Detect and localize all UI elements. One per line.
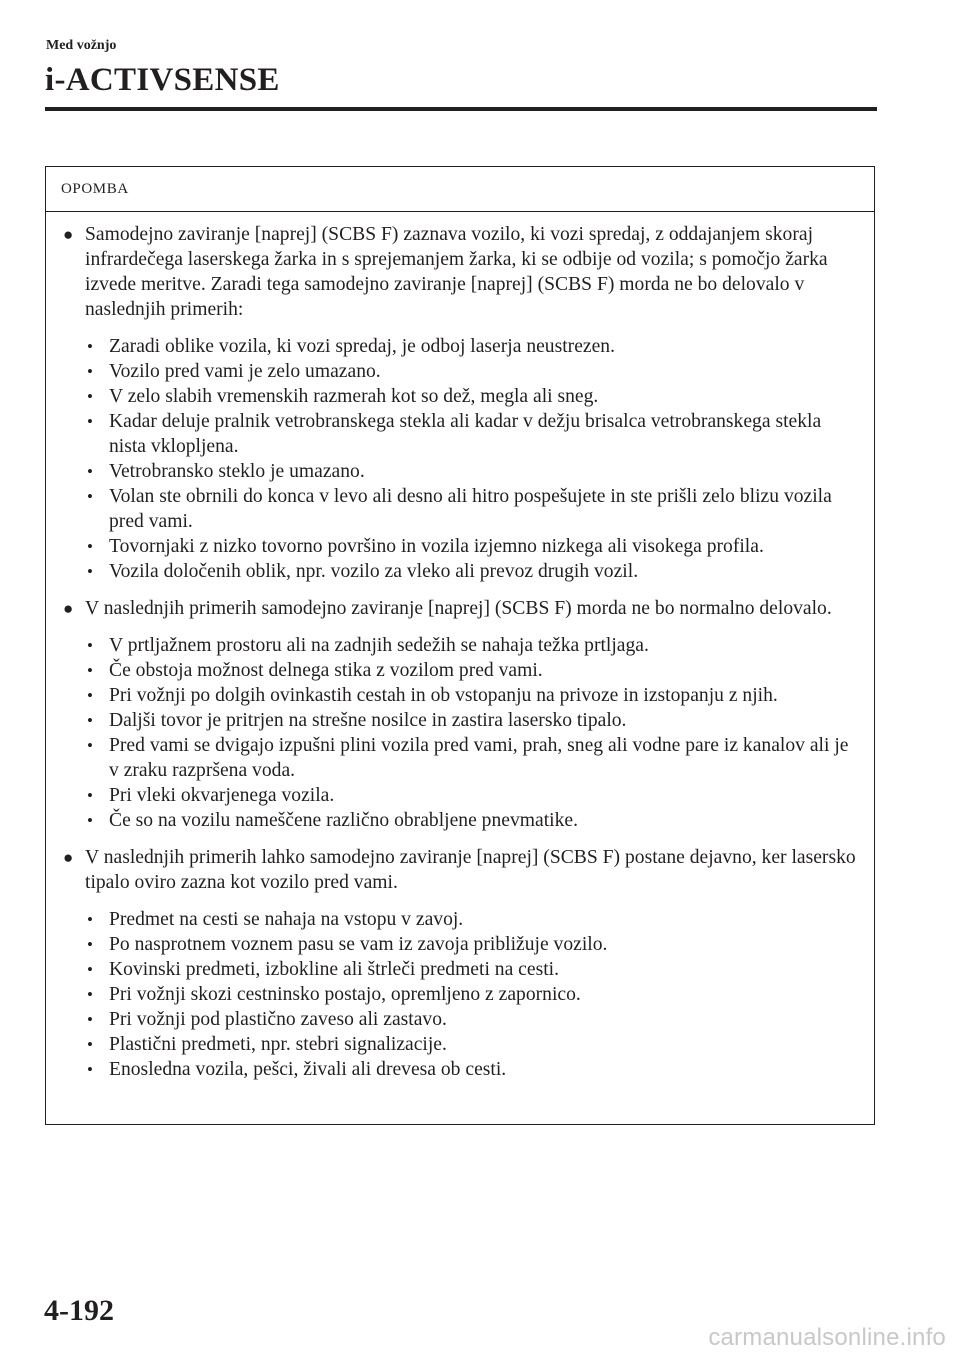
list-item-text: Pri vožnji po dolgih ovinkastih cestah in ob vstopanju na privoze in izstopanju z njih.: [109, 685, 778, 706]
section-label: Med vožnjo: [46, 38, 117, 53]
list-item-text: Vozila določenih oblik, npr. vozilo za vleko ali prevoz drugih vozil.: [109, 561, 639, 582]
bullet-icon: ●: [63, 225, 74, 244]
list-item-text: V zelo slabih vremenskih razmerah kot so dež, megla ali sneg.: [109, 386, 599, 407]
bullet-icon: ●: [63, 599, 74, 618]
list-item-text: Pri vožnji pod plastično zaveso ali zastavo.: [109, 1009, 447, 1030]
list-item-text: Predmet na cesti se nahaja na vstopu v zavoj.: [109, 909, 464, 930]
sub-bullet-icon: •: [87, 985, 93, 1004]
note-item-content: [85, 222, 862, 596]
sub-bullet-icon: •: [87, 811, 93, 830]
note-box: [45, 166, 875, 1125]
sub-bullet-icon: •: [87, 661, 93, 680]
note-item-content: [85, 596, 862, 845]
sub-bullet-icon: •: [87, 562, 93, 581]
list-item: [85, 1032, 862, 1057]
list-item: [85, 384, 862, 409]
sub-bullet-icon: •: [87, 1060, 93, 1079]
list-item-text: Če so na vozilu nameščene različno obrabljene pnevmatike.: [109, 810, 578, 831]
watermark: carmanualsonline.info: [708, 1324, 946, 1351]
note-item-text: Samodejno zaviranje [naprej] (SCBS F) zaznava vozilo, ki vozi spredaj, z oddajanjem skoraj infrardečega laserskega žarka in s sprejemanjem žarka, ki se odbije od vozila; s pomočjo žarka izvede meritve. Zaradi tega samodejno zaviranje [naprej] (SCBS F) morda ne bo delovalo v naslednjih primerih:: [85, 224, 828, 320]
sub-bullet-icon: •: [87, 1010, 93, 1029]
list-item: [85, 1057, 862, 1082]
header-divider: [45, 107, 877, 111]
list-item-text: Po nasprotnem voznem pasu se vam iz zavoja približuje vozilo.: [109, 934, 608, 955]
list-item-text: Plastični predmeti, npr. stebri signalizacije.: [109, 1034, 447, 1055]
list-item: [85, 783, 862, 808]
list-item: [85, 484, 862, 534]
list-item: [85, 932, 862, 957]
list-item-text: Volan ste obrnili do konca v levo ali desno ali hitro pospešujete in ste prišli zelo blizu vozila pred vami.: [109, 486, 832, 532]
list-item: [85, 733, 862, 783]
sub-bullet-icon: •: [87, 786, 93, 805]
list-item: [85, 459, 862, 484]
note-body: [46, 212, 874, 1094]
list-item: [85, 982, 862, 1007]
list-item: [85, 658, 862, 683]
list-item-text: Pri vleki okvarjenega vozila.: [109, 785, 335, 806]
list-item-text: Pred vami se dvigajo izpušni plini vozila pred vami, prah, sneg ali vodne pare iz kanalov ali je v zraku razpršena voda.: [109, 735, 849, 781]
list-item-text: Če obstoja možnost delnega stika z vozilom pred vami.: [109, 660, 543, 681]
sub-bullet-icon: •: [87, 462, 93, 481]
list-item: [85, 708, 862, 733]
note-item: [63, 596, 862, 845]
sub-bullet-icon: •: [87, 1035, 93, 1054]
sub-list: [85, 907, 862, 1082]
list-item-text: Enosledna vozila, pešci, živali ali drevesa ob cesti.: [109, 1059, 507, 1080]
list-item: [85, 808, 862, 833]
list-item: [85, 334, 862, 359]
list-item: [85, 957, 862, 982]
sub-bullet-icon: •: [87, 412, 93, 431]
list-item-text: Kadar deluje pralnik vetrobranskega stekla ali kadar v dežju brisalca vetrobranskega stekla nista vklopljena.: [109, 411, 822, 457]
sub-bullet-icon: •: [87, 960, 93, 979]
sub-bullet-icon: •: [87, 636, 93, 655]
page-number: 4-192: [44, 1294, 114, 1327]
list-item: [85, 1007, 862, 1032]
list-item-text: Tovornjaki z nizko tovorno površino in vozila izjemno nizkega ali visokega profila.: [109, 536, 764, 557]
sub-bullet-icon: •: [87, 537, 93, 556]
list-item: [85, 409, 862, 459]
list-item-text: Pri vožnji skozi cestninsko postajo, opremljeno z zapornico.: [109, 984, 581, 1005]
chapter-title: i-ACTIVSENSE: [45, 62, 280, 98]
sub-bullet-icon: •: [87, 387, 93, 406]
sub-bullet-icon: •: [87, 362, 93, 381]
list-item: [85, 559, 862, 584]
list-item: [85, 534, 862, 559]
sub-bullet-icon: •: [87, 935, 93, 954]
note-item-text: V naslednjih primerih lahko samodejno zaviranje [naprej] (SCBS F) postane dejavno, ker lasersko tipalo oviro zazna kot vozilo pred vami.: [85, 847, 856, 893]
sub-bullet-icon: •: [87, 337, 93, 356]
list-item: [85, 633, 862, 658]
sub-bullet-icon: •: [87, 910, 93, 929]
note-item: [63, 222, 862, 596]
sub-list: [85, 633, 862, 833]
note-title: OPOMBA: [46, 167, 874, 212]
note-item-content: [85, 845, 862, 1094]
list-item-text: Vetrobransko steklo je umazano.: [109, 461, 365, 482]
list-item: [85, 683, 862, 708]
list-item: [85, 359, 862, 384]
sub-bullet-icon: •: [87, 686, 93, 705]
sub-bullet-icon: •: [87, 711, 93, 730]
bullet-icon: ●: [63, 848, 74, 867]
note-item: [63, 845, 862, 1094]
list-item-text: Zaradi oblike vozila, ki vozi spredaj, je odboj laserja neustrezen.: [109, 336, 615, 357]
list-item-text: Kovinski predmeti, izbokline ali štrleči predmeti na cesti.: [109, 959, 559, 980]
list-item-text: Vozilo pred vami je zelo umazano.: [109, 361, 381, 382]
sub-list: [85, 334, 862, 584]
list-item-text: V prtljažnem prostoru ali na zadnjih sedežih se nahaja težka prtljaga.: [109, 635, 649, 656]
sub-bullet-icon: •: [87, 736, 93, 755]
sub-bullet-icon: •: [87, 487, 93, 506]
note-item-text: V naslednjih primerih samodejno zaviranje [naprej] (SCBS F) morda ne bo normalno delovalo.: [85, 598, 832, 619]
list-item: [85, 907, 862, 932]
list-item-text: Daljši tovor je pritrjen na strešne nosilce in zastira lasersko tipalo.: [109, 710, 627, 731]
